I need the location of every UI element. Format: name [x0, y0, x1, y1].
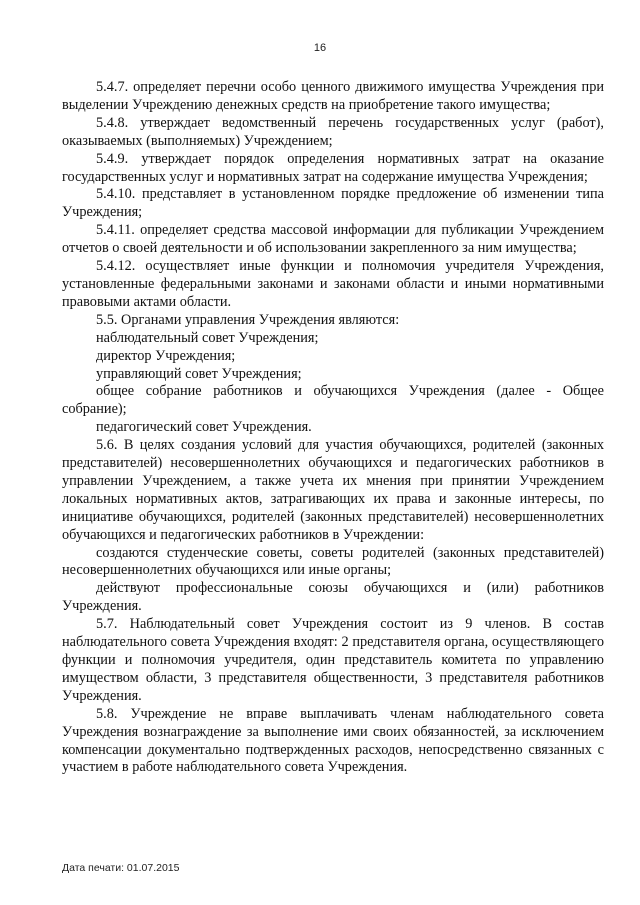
paragraph-5-4-9: 5.4.9. утверждает порядок определения нормативных затрат на оказание государственных услуг и нормативных затрат на содержание имущества Учреждения;	[62, 150, 604, 185]
paragraph-5-5: 5.5. Органами управления Учреждения являются:	[96, 311, 400, 328]
document-body	[62, 79, 604, 777]
governance-item: наблюдательный совет Учреждения;	[96, 329, 319, 346]
page-number: 16	[313, 42, 327, 54]
governance-item: управляющий совет Учреждения;	[96, 365, 302, 382]
paragraph-5-4-10: 5.4.10. представляет в установленном порядке предложение об изменении типа Учреждения;	[62, 186, 604, 221]
participation-item: создаются студенческие советы, советы родителей (законных представителей) несовершеннолетних обучающихся или иные органы;	[62, 544, 604, 579]
governance-item: директор Учреждения;	[96, 347, 236, 364]
print-date: Дата печати: 01.07.2015	[62, 862, 180, 874]
paragraph-5-4-8: 5.4.8. утверждает ведомственный перечень государственных услуг (работ), оказываемых (выполняемых) Учреждением;	[62, 114, 604, 149]
participation-item: действуют профессиональные союзы обучающихся и (или) работников Учреждения.	[62, 580, 604, 615]
paragraph-5-4-12: 5.4.12. осуществляет иные функции и полномочия учредителя Учреждения, установленные федеральными законами и законами области и иными нормативными правовыми актами области.	[62, 258, 604, 310]
paragraph-5-8: 5.8. Учреждение не вправе выплачивать членам наблюдательного совета Учреждения вознаграждение за выполнение ими своих обязанностей, за исключением компенсации документально подтвержденных расходов, непосредственно связанных с участием в работе наблюдательного совета Учреждения.	[62, 705, 604, 776]
governance-item: общее собрание работников и обучающихся Учреждения (далее - Общее собрание);	[62, 383, 604, 418]
paragraph-5-4-11: 5.4.11. определяет средства массовой информации для публикации Учреждением отчетов о своей деятельности и об использовании закрепленного за ним имущества;	[62, 222, 604, 257]
paragraph-5-4-7: 5.4.7. определяет перечни особо ценного движимого имущества Учреждения при выделении Учреждению денежных средств на приобретение такого имущества;	[62, 79, 604, 113]
paragraph-5-7: 5.7. Наблюдательный совет Учреждения состоит из 9 членов. В состав наблюдательного совета Учреждения входят: 2 представителя органа, осуществляющего функции и полномочия учредителя, один представитель комитета по управлению имуществом области, 3 представителя общественности, 3 представителя работников Учреждения.	[62, 616, 604, 704]
paragraph-5-6: 5.6. В целях создания условий для участия обучающихся, родителей (законных представителей) несовершеннолетних обучающихся и педагогических работников в управлении Учреждением, а также учета их мнения при принятии Учреждением локальных нормативных актов, затрагивающих их права и законные интересы, по инициативе обучающихся, родителей (законных представителей) несовершеннолетних обучающихся и педагогических работников в Учреждении:	[62, 437, 604, 543]
governance-item: педагогический совет Учреждения.	[96, 419, 312, 436]
